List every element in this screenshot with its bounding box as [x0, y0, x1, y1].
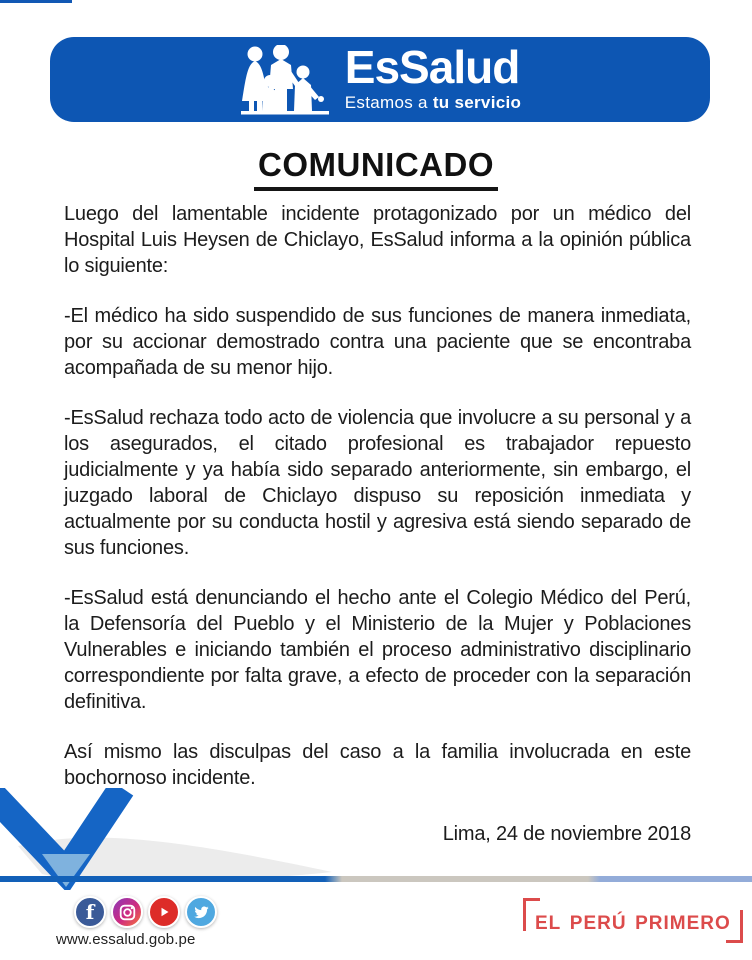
seal-corner-top-left	[523, 898, 540, 931]
essalud-logo	[239, 40, 522, 117]
paragraph-suspension: -El médico ha sido suspendido de sus funciones de manera inmediata, por su accionar demostrado contra una paciente que se encontraba acompañada de su menor hijo.	[64, 305, 691, 379]
brand-wordmark: EsSalud	[344, 40, 520, 93]
family-silhouette-icon	[239, 45, 335, 117]
checkmark-decoration	[0, 788, 340, 890]
divider-bar	[0, 876, 752, 882]
youtube-icon	[148, 896, 180, 928]
page-title: COMUNICADO	[254, 146, 498, 191]
title-row	[0, 146, 752, 191]
paragraph-disculpas: Así mismo las disculpas del caso a la familia involucrada en este bochornoso incidente.	[64, 741, 691, 789]
paragraph-intro: Luego del lamentable incidente protagonizado por un médico del Hospital Luis Heysen de Chiclayo, EsSalud informa a la opinión pública lo siguiente:	[64, 203, 691, 277]
el-peru-primero-seal	[535, 903, 731, 937]
essalud-header-banner	[50, 37, 710, 122]
facebook-icon: f	[74, 896, 106, 928]
youtube-play-glyph	[157, 905, 171, 919]
twitter-icon	[185, 896, 217, 928]
instagram-icon	[111, 896, 143, 928]
instagram-camera-glyph	[119, 904, 136, 921]
tagline-bold: tu servicio	[432, 92, 522, 112]
tagline-normal: Estamos a	[344, 92, 433, 112]
social-icons-row	[74, 896, 217, 928]
website-url: www.essalud.gob.pe	[56, 931, 196, 948]
seal-corner-bottom-right	[726, 910, 743, 943]
twitter-bird-glyph	[192, 903, 210, 921]
top-edge-artifact	[0, 0, 72, 3]
brand-tagline	[345, 93, 521, 113]
paragraph-denuncia: -EsSalud está denunciando el hecho ante el Colegio Médico del Perú, la Defensoría del Pueblo y el Ministerio de la Mujer y Poblaciones Vulnerables e iniciando también el proceso administrativo disciplinario correspondiente por falta grave, a efecto de proceder con la separación definitiva.	[64, 587, 691, 713]
statement-body	[64, 201, 691, 846]
paragraph-rechazo: -EsSalud rechaza todo acto de violencia que involucre a su personal y a los asegurados, el citado profesional es trabajador repuesto judicialmente y ya había sido separado anteriormente, sin embargo, el juzgado laboral de Chiclayo dispuso su reposición inmediata y actualmente por su conducta hostil y agresiva está siendo separado de sus funciones.	[64, 407, 691, 559]
seal-slogan-text: el perú primero	[535, 905, 731, 935]
date-line: Lima, 24 de noviembre 2018	[442, 823, 691, 845]
